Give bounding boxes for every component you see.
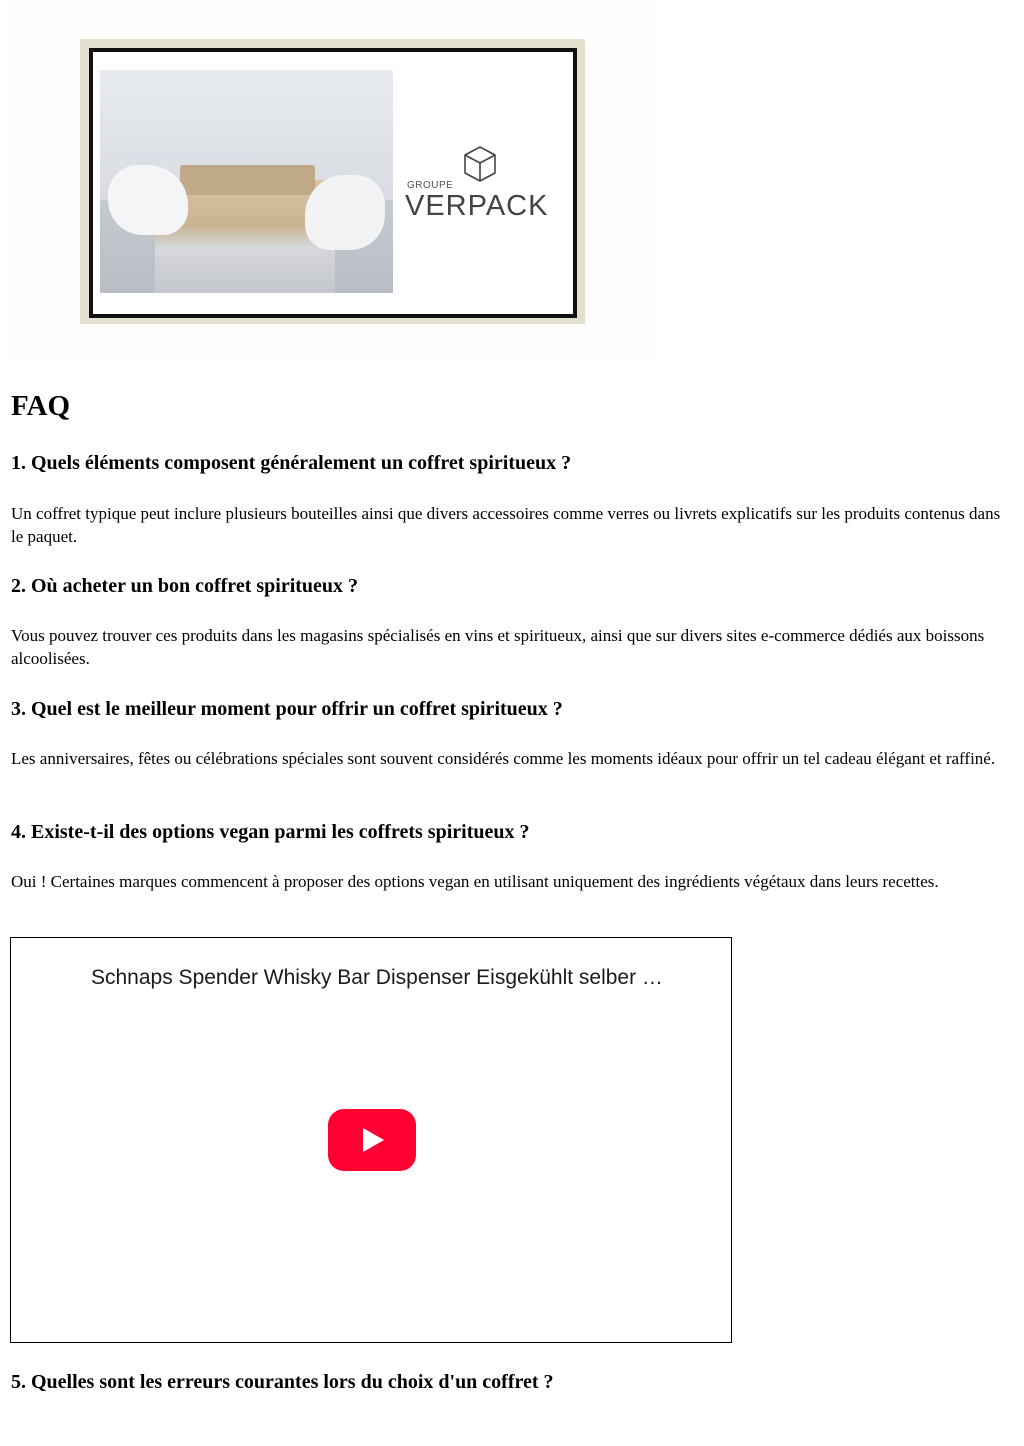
- logo-verpack-text: VERPACK: [405, 190, 549, 222]
- faq-answer-2: Vous pouvez trouver ces produits dans les magasins spécialisés en vins et spiritueux, ainsi que sur divers sites e-commerce dédiés aux boissons alcoolisées.: [11, 626, 985, 668]
- youtube-video-embed[interactable]: [10, 937, 732, 1343]
- video-title[interactable]: Schnaps Spender Whisky Bar Dispenser Eisgekühlt selber …: [91, 966, 663, 989]
- youtube-play-icon[interactable]: [328, 1109, 416, 1171]
- logo-groupe-text: GROUPE: [407, 180, 454, 191]
- cube-logo-icon: [462, 145, 498, 183]
- faq-question-4: 4. Existe-t-il des options vegan parmi les coffrets spiritueux ?: [11, 821, 530, 843]
- faq-heading: FAQ: [11, 390, 71, 422]
- photo-glove-left: [108, 165, 188, 235]
- faq-answer-4: Oui ! Certaines marques commencent à proposer des options vegan en utilisant uniquement des ingrédients végétaux dans leurs recettes.: [11, 872, 939, 891]
- faq-question-1: 1. Quels éléments composent généralement un coffret spiritueux ?: [11, 452, 572, 474]
- faq-question-5: 5. Quelles sont les erreurs courantes lors du choix d'un coffret ?: [11, 1371, 554, 1393]
- banner-photo-gloved-hands-box: [100, 70, 393, 293]
- faq-question-3: 3. Quel est le meilleur moment pour offrir un coffret spiritueux ?: [11, 698, 563, 720]
- photo-glove-right: [305, 175, 385, 250]
- faq-question-2: 2. Où acheter un bon coffret spiritueux ?: [11, 575, 359, 597]
- photo-box-insert: [180, 165, 315, 195]
- faq-answer-1: Un coffret typique peut inclure plusieurs bouteilles ainsi que divers accessoires comme verres ou livrets explicatifs sur les produits contenus dans le paquet.: [11, 504, 1001, 546]
- faq-answer-3: Les anniversaires, fêtes ou célébrations spéciales sont souvent considérés comme les moments idéaux pour offrir un tel cadeau élégant et raffiné.: [11, 749, 996, 768]
